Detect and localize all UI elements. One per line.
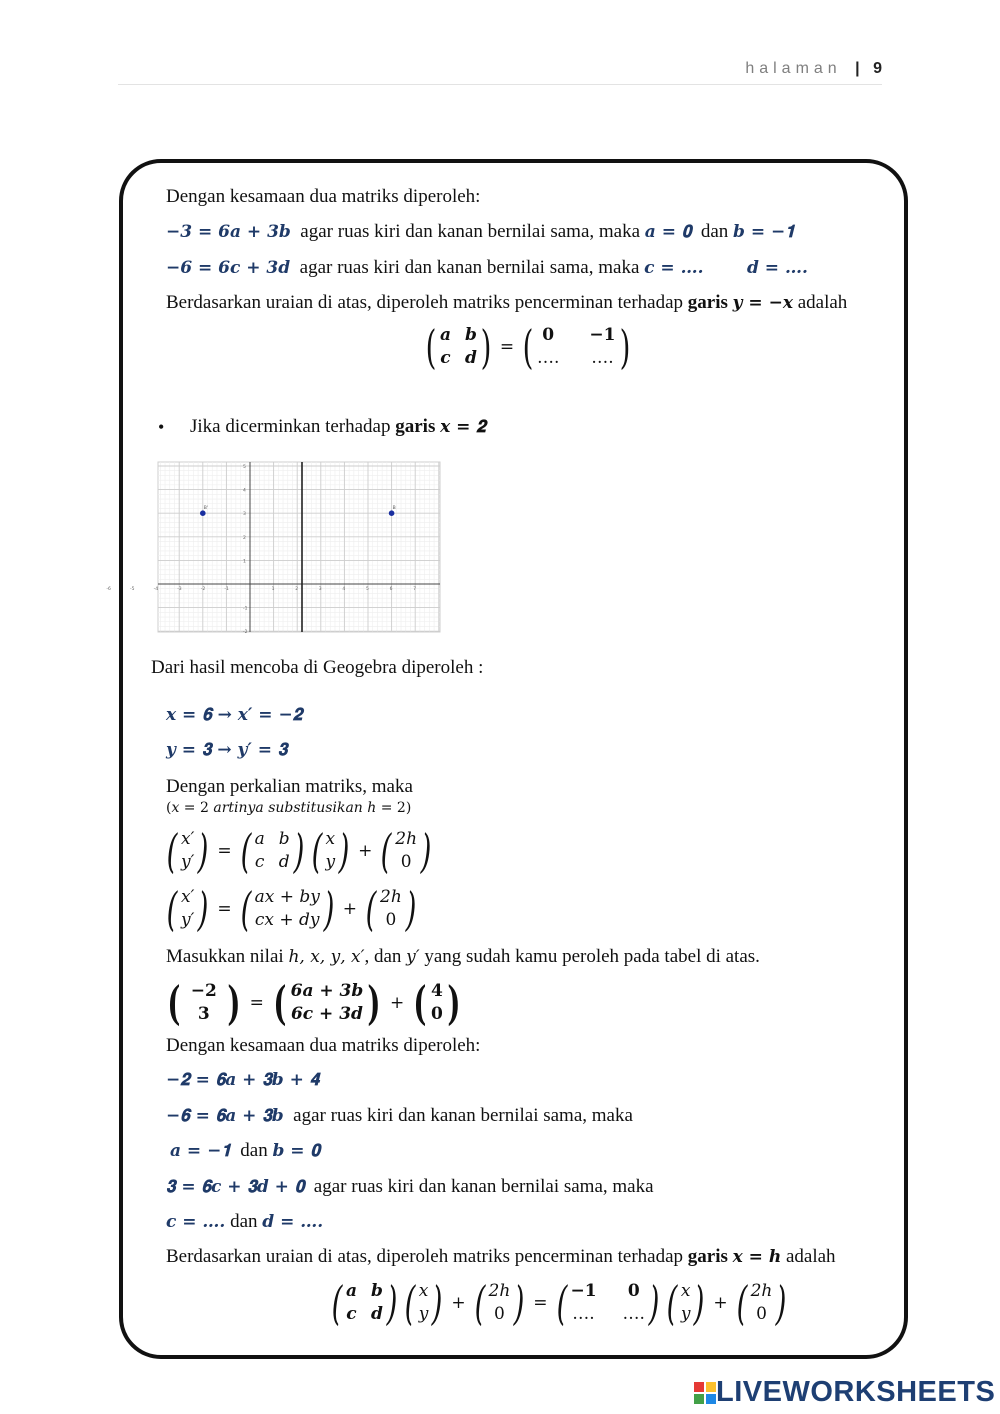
conclusion-line-1 <box>166 292 847 314</box>
l2-text: agar ruas kiri dan kanan bernilai sama, maka <box>293 1105 633 1126</box>
eq1-text: agar ruas kiri dan kanan bernilai sama, maka <box>300 221 641 242</box>
conclusion-2-math: 𝒙 = 𝒉 <box>732 1247 782 1267</box>
matrix-equation-1: ( a b c d ) = ( 0 −1 …. …. ) <box>422 324 633 370</box>
bullet-text: Jika dicerminkan terhadap <box>190 416 391 437</box>
masukkan-vars: ℎ, 𝑥, 𝑦, 𝑥′ <box>288 947 365 967</box>
header-rule <box>118 84 882 85</box>
matrix-equation-b: ( x′ y′ ) = ( ax + by cx + dy ) + ( 2h 0 ) <box>166 882 417 936</box>
eqC-lhs-bottom: 3 <box>197 1004 210 1024</box>
masukkan-yprime: 𝑦′ <box>406 947 420 967</box>
cell-a: a <box>439 325 451 345</box>
conclusion-2-text: Berdasarkan uraian di atas, diperoleh matriks pencerminan terhadap <box>166 1246 684 1267</box>
cell-r2: −1 <box>589 325 616 345</box>
eq2-text: agar ruas kiri dan kanan bernilai sama, maka <box>299 257 640 278</box>
matrix-result-1: ( 0 −1 …. …. ) <box>522 320 630 374</box>
eq2-result-c: 𝒄 = …. <box>644 258 704 278</box>
cell-r4: …. <box>591 348 614 368</box>
bullet-line <box>190 416 486 438</box>
x-tick-label: 5 <box>366 587 369 592</box>
conclusion-1-text: Berdasarkan uraian di atas, diperoleh matriks pencerminan terhadap <box>166 292 684 313</box>
cell-c: c <box>440 348 451 368</box>
eqB-row1: ax + by <box>254 887 320 907</box>
y-tick-label: 3 <box>243 512 246 518</box>
x-tick-label: -2 <box>200 587 206 592</box>
x-tick-label: -6 <box>106 587 111 592</box>
final-d: d <box>370 1304 383 1324</box>
matrix-equation-a: ( x′ y′ ) = ( a b c d ) ( x y ) + ( 2h 0 ) <box>166 824 432 878</box>
cell-r3: …. <box>537 348 560 368</box>
equation-line-2 <box>166 257 808 279</box>
eqA-add-bottom: 0 <box>400 852 412 872</box>
final-add-top: 2h <box>488 1281 511 1301</box>
eqA-vx: x <box>325 829 336 849</box>
matrix-equation-c: ( −2 3 ) = ( 6a + 3b 6c + 3d ) + ( 4 0 ) <box>167 976 461 1030</box>
l3-b: 𝒃 = 𝟎 <box>272 1141 320 1161</box>
x-tick-label: -3 <box>177 587 182 592</box>
logo-square <box>706 1382 716 1392</box>
final-r3: …. <box>572 1304 595 1324</box>
eqA-a: a <box>254 829 265 849</box>
final-r4: …. <box>622 1304 645 1324</box>
cell-b: b <box>464 325 477 345</box>
masukkan-dan: , dan <box>364 946 402 967</box>
masukkan-pre: Masukkan nilai <box>166 946 284 967</box>
point-label: B <box>392 506 396 512</box>
final-r2: 0 <box>627 1281 640 1301</box>
geogebra-graph <box>106 462 440 636</box>
final-c: c <box>346 1304 357 1324</box>
conclusion-2-post: adalah <box>785 1246 836 1267</box>
eqA-d: d <box>278 852 290 872</box>
conclusion-line-2 <box>166 1246 836 1268</box>
eqB-lhs-y: y′ <box>180 910 195 930</box>
eqB-add-top: 2h <box>380 887 402 907</box>
header-label: halaman <box>745 60 842 77</box>
l5-d: 𝒅 = …. <box>262 1212 324 1232</box>
final-vx: x <box>418 1281 429 1301</box>
equation-line-3: −𝟐 = 𝟔𝒂 + 𝟑𝒃 + 𝟒 <box>166 1070 320 1090</box>
eqB-row2: cx + dy <box>254 910 320 930</box>
point-b-prime <box>200 510 206 516</box>
y-tick-label: -2 <box>243 630 248 636</box>
eqC-add-top: 4 <box>431 981 443 1001</box>
l3-a: 𝒂 = −𝟏 <box>170 1141 231 1161</box>
final-vx-2: x <box>680 1281 691 1301</box>
equation-line-1 <box>166 221 795 243</box>
x-tick-label: 7 <box>413 587 417 592</box>
graph-background <box>158 462 440 632</box>
page-header <box>745 60 882 78</box>
eq1-math: −3 = 6𝒂 + 3𝒃 <box>166 222 291 242</box>
y-mapping: 𝒚 = 𝟑 → 𝒚′ = 𝟑 <box>166 740 288 760</box>
logo-square <box>706 1394 716 1404</box>
conclusion-2-garis: garis <box>687 1246 728 1267</box>
eq1-result-a: 𝒂 = 𝟎 <box>644 222 692 242</box>
final-vy-2: y <box>680 1304 691 1324</box>
cell-r1: 0 <box>542 325 555 345</box>
final-r1: −1 <box>570 1281 597 1301</box>
page-number: 9 <box>873 60 882 77</box>
header-separator: | <box>855 60 860 77</box>
x-tick-label: -4 <box>153 587 159 592</box>
y-tick-label: 4 <box>243 488 246 494</box>
equation-line-6 <box>166 1176 654 1198</box>
eq2-math: −6 = 6𝒄 + 3𝒅 <box>166 258 291 278</box>
eqC-row2: 6c + 3d <box>290 1004 363 1024</box>
l4-text: agar ruas kiri dan kanan bernilai sama, maka <box>313 1176 654 1197</box>
final-add-bottom-2: 0 <box>756 1304 767 1324</box>
l3-dan: dan <box>240 1140 268 1161</box>
multiplication-text: Dengan perkalian matriks, maka <box>166 776 413 797</box>
conclusion-1-math: 𝒚 = −𝒙 <box>732 293 793 313</box>
point-b <box>389 510 395 516</box>
equation-line-4 <box>166 1105 633 1127</box>
substitution-note: (𝑥 = 2 𝑎𝑟𝑡𝑖𝑛𝑦𝑎 𝑠𝑢𝑏𝑠𝑡𝑖𝑡𝑢𝑠𝑖𝑘𝑎𝑛 ℎ = 2) <box>166 800 412 816</box>
eqC-add-bottom: 0 <box>431 1004 443 1024</box>
eqC-row1: 6a + 3b <box>290 981 364 1001</box>
final-b: b <box>370 1281 383 1301</box>
x-tick-label: -5 <box>130 587 135 592</box>
intro-text-2: Dengan kesamaan dua matriks diperoleh: <box>166 1035 481 1056</box>
l5-c: 𝒄 = …. <box>166 1212 226 1232</box>
x-tick-label: 3 <box>318 587 322 592</box>
conclusion-1-garis: garis <box>687 292 728 313</box>
point-label: B' <box>203 506 209 512</box>
bullet-math: 𝒙 = 𝟐 <box>440 417 486 437</box>
final-vy: y <box>418 1304 429 1324</box>
eqB-lhs-x: x′ <box>180 887 195 907</box>
x-mapping: 𝒙 = 𝟔 → 𝒙′ = −𝟐 <box>166 705 303 725</box>
masukkan-line <box>166 946 760 968</box>
x-tick-label: 2 <box>295 587 299 592</box>
bullet-garis: garis <box>395 416 436 437</box>
logo-square <box>694 1394 704 1404</box>
conclusion-1-post: adalah <box>797 292 848 313</box>
final-add-top-2: 2h <box>750 1281 773 1301</box>
final-a: a <box>345 1281 357 1301</box>
x-tick-label: 1 <box>271 587 275 592</box>
liveworksheets-logo[interactable] <box>694 1376 995 1409</box>
eq2-result-d: 𝒅 = …. <box>747 258 808 278</box>
equation-line-5 <box>170 1140 320 1162</box>
masukkan-post: yang sudah kamu peroleh pada tabel di atas. <box>424 946 760 967</box>
eqA-vy: y <box>325 852 336 872</box>
logo-icon <box>694 1382 716 1404</box>
eq1-result-b: 𝒃 = −𝟏 <box>733 222 795 242</box>
matrix-abcd: ( a b c d ) <box>425 320 492 374</box>
eqC-lhs-top: −2 <box>190 981 217 1001</box>
x-tick-label: 6 <box>389 587 393 592</box>
x-tick-label: -1 <box>224 587 229 592</box>
eqA-b: b <box>278 829 290 849</box>
y-tick-label: 5 <box>243 465 246 470</box>
matrix-equation-final: ( a b c d ) ( x y ) + ( 2h 0 ) = ( −1 0 …. …. ) ( x y ) + ( 2h 0 ) <box>331 1276 787 1330</box>
cell-d: d <box>464 348 477 368</box>
x-tick-label: 4 <box>342 587 346 592</box>
y-tick-label: 1 <box>243 559 246 565</box>
geogebra-line: Dari hasil mencoba di Geogebra diperoleh : <box>151 657 484 678</box>
logo-text: LIVEWORKSHEETS <box>716 1376 996 1408</box>
eqA-lhs-y: y′ <box>180 852 195 872</box>
l5-dan: dan <box>230 1211 258 1232</box>
logo-square <box>694 1382 704 1392</box>
l2-math: −𝟔 = 𝟔𝒂 + 𝟑𝒃 <box>166 1106 284 1126</box>
eqB-add-bottom: 0 <box>385 910 397 930</box>
intro-text: Dengan kesamaan dua matriks diperoleh: <box>166 186 481 207</box>
y-tick-label: -1 <box>243 606 248 612</box>
y-tick-label: 2 <box>243 535 246 541</box>
l4-math: 𝟑 = 𝟔𝒄 + 𝟑𝒅 + 𝟎 <box>166 1177 305 1197</box>
eqA-add-top: 2h <box>395 829 418 849</box>
eqA-c: c <box>254 852 265 872</box>
final-add-bottom: 0 <box>494 1304 505 1324</box>
eq1-dan: dan <box>700 221 729 242</box>
eqA-lhs-x: x′ <box>180 829 195 849</box>
equation-line-7 <box>166 1211 323 1233</box>
bullet-dot: • <box>158 417 165 437</box>
